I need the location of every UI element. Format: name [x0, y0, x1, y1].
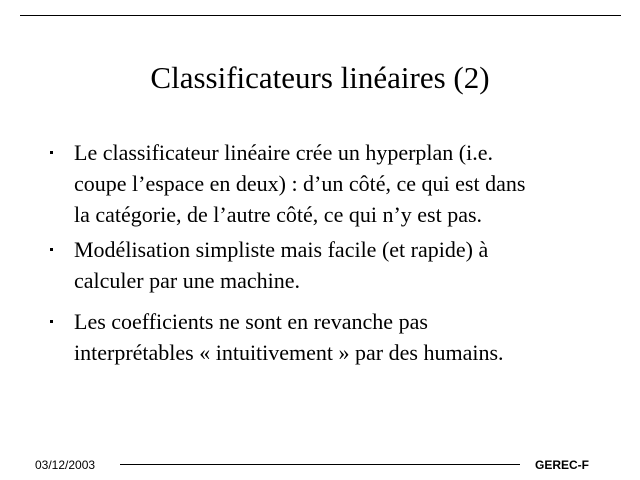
footer-organization: GEREC-F: [535, 458, 589, 472]
bullet-marker: [50, 151, 53, 154]
footer-date: 03/12/2003: [35, 458, 96, 472]
bullet-text: Le classificateur linéaire crée un hyperplan (i.e. coupe l’espace en deux) : d’un côté, ce qui est dans la catégorie, de l’autre côté, ce qui n’y est pas.: [74, 140, 526, 227]
bullet-marker: [50, 320, 53, 323]
bullet-text: Modélisation simpliste mais facile (et rapide) à calculer par une machine.: [74, 237, 489, 293]
footer-divider: [120, 464, 520, 465]
bullet-marker: [50, 248, 53, 251]
bullet-text: Les coefficients ne sont en revanche pas interprétables « intuitivement » par des humains.: [74, 309, 504, 365]
slide-title: Classificateurs linéaires (2): [150, 60, 490, 95]
